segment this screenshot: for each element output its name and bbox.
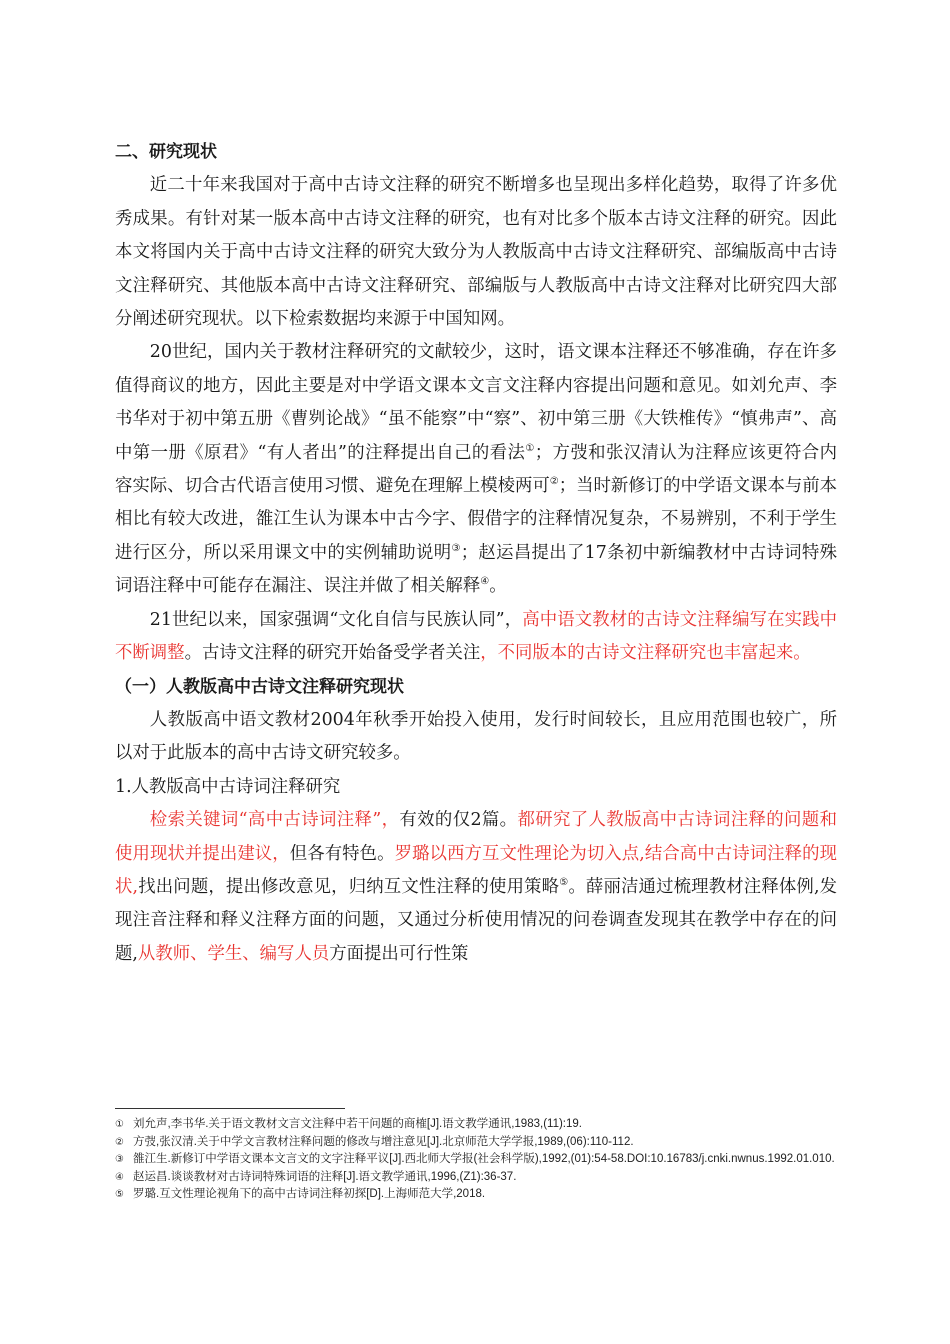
paragraph-pep-poetry [115, 804, 837, 971]
footnote-ref-1[interactable]: ① [525, 442, 535, 454]
footnote-mark: ② [115, 1136, 124, 1148]
footnote-mark: ⑤ [115, 1189, 124, 1201]
footnote-text: 雒江生.新修订中学语文课本文言文的文字注释平议[J].西北师大学报(社会科学版),1992,(01):54-58.DOI:10.16783/j.cnki.nwnus.1992.01.010. [133, 1153, 835, 1166]
footnote-separator [115, 1108, 345, 1109]
footnote-2 [115, 1134, 840, 1152]
footnote-mark: ③ [115, 1154, 124, 1166]
text-span: ；当时新修订的中学语文课本与前本相比有较大改进，雒江生认为课本中古今字、假借字的注释情况复杂，不易辨别，不利于学生进行区分，所以采用课文中的实例辅助说明 [115, 476, 838, 563]
footnote-5 [115, 1186, 840, 1204]
highlighted-text: 检索关键词“高中古诗词注释”， [149, 810, 400, 831]
paragraph-20th-century [115, 336, 837, 603]
footnote-ref-5[interactable]: ⑤ [559, 877, 569, 889]
footnote-text: 罗璐.互文性理论视角下的高中古诗词注释初探[D].上海师范大学,2018. [133, 1188, 486, 1201]
footnote-1 [115, 1116, 840, 1134]
text-span: 20世纪，国内关于教材注释研究的文献较少，这时，语文课本注释还不够准确，存在许多值得商议的地方，因此主要是对中学语文课本文言文注释内容提出问题和意见。如刘允声、李书华对于初中第五册《曹刿论战》“虽不能察”中“察”、初中第三册《大铁椎传》“慎弗声”、高中第一册《原君》“有人者出”的注释提出自己的看法 [115, 342, 837, 463]
text-span: 21世纪以来，国家强调“文化自信与民族认同”， [149, 609, 523, 630]
footnote-text: 赵运昌.谈谈教材对古诗词特殊词语的注释[J].语文教学通讯,1996,(Z1):36-37. [133, 1170, 517, 1183]
footnote-3 [115, 1151, 840, 1169]
footnote-ref-4[interactable]: ④ [480, 576, 490, 588]
text-span: 方面提出可行性策 [329, 943, 469, 964]
text-span: ；赵运昌提出了17条初中新编教材中古诗词特殊词语注释中可能存在漏注、误注并做了相关解释 [115, 542, 837, 597]
text-span: 有效的仅2篇。 [399, 810, 518, 831]
paragraph-pep-intro: 人教版高中语文教材2004年秋季开始投入使用，发行时间较长，且应用范围也较广，所以对于此版本的高中古诗文研究较多。 [115, 709, 837, 764]
paragraph-overview: 近二十年来我国对于高中古诗文注释的研究不断增多也呈现出多样化趋势，取得了许多优秀成果。有针对某一版本高中古诗文注释的研究，也有对比多个版本古诗文注释的研究。因此本文将国内关于高中古诗文注释的研究大致分为人教版高中古诗文注释研究、部编版高中古诗文注释研究、其他版本高中古诗文注释研究、部编版与人教版高中古诗文注释对比研究四大部分阐述研究现状。以下检索数据均来源于中国知网。 [115, 175, 837, 330]
text-span: 找出问题，提出修改意见，归纳互文性注释的使用策略 [138, 876, 560, 897]
footnotes [115, 1116, 840, 1204]
paragraph-21st-century [115, 604, 837, 671]
subheading-pep-status: （一）人教版高中古诗文注释研究现状 [115, 676, 404, 697]
highlighted-text: ，不同版本的古诗文注释研究也丰富起来。 [480, 643, 811, 664]
subheading-pep-poetry: 1.人教版高中古诗词注释研究 [115, 776, 341, 797]
text-span: ；方弢和张汉清认为注释应该更符合内容实际、切合古代语言使用习惯、避免在理解上模棱两可 [115, 442, 837, 497]
text-span: 。古诗文注释的研究开始备受学者关注 [184, 643, 481, 664]
highlighted-text: 都研究了人教版高中古诗词注释的问题和使用现状并提出建议， [115, 810, 837, 864]
footnote-mark: ④ [115, 1171, 124, 1183]
highlighted-text: 高中语文教材的古诗文注释编写在实践中不断调整 [115, 609, 837, 664]
text-span: 。 [489, 576, 507, 597]
highlighted-text: 罗璐以西方互文性理论为切入点,结合高中古诗词注释的现状, [115, 843, 837, 897]
section-heading: 二、研究现状 [115, 142, 217, 162]
footnote-mark: ① [115, 1119, 124, 1130]
footnote-ref-2[interactable]: ② [549, 476, 559, 488]
highlighted-text: 从教师、学生、编写人员 [137, 943, 330, 964]
text-span: 但各有特色。 [289, 843, 395, 864]
footnote-ref-3[interactable]: ③ [451, 543, 461, 555]
footnote-text: 刘允声,李书华.关于语文教材文言文注释中若干问题的商榷[J].语文教学通讯,1983,(11):19. [133, 1118, 582, 1130]
text-span: 。薛丽洁通过梳理教材注释体例,发现注音注释和释义注释方面的问题，又通过分析使用情况的问卷调查发现其在教学中存在的问题, [115, 876, 838, 964]
footnote-4 [115, 1169, 840, 1187]
body-text [115, 136, 837, 971]
footnote-text: 方弢,张汉清.关于中学文言教材注释问题的修改与增注意见[J].北京师范大学学报,1989,(06):110-112. [133, 1135, 634, 1148]
